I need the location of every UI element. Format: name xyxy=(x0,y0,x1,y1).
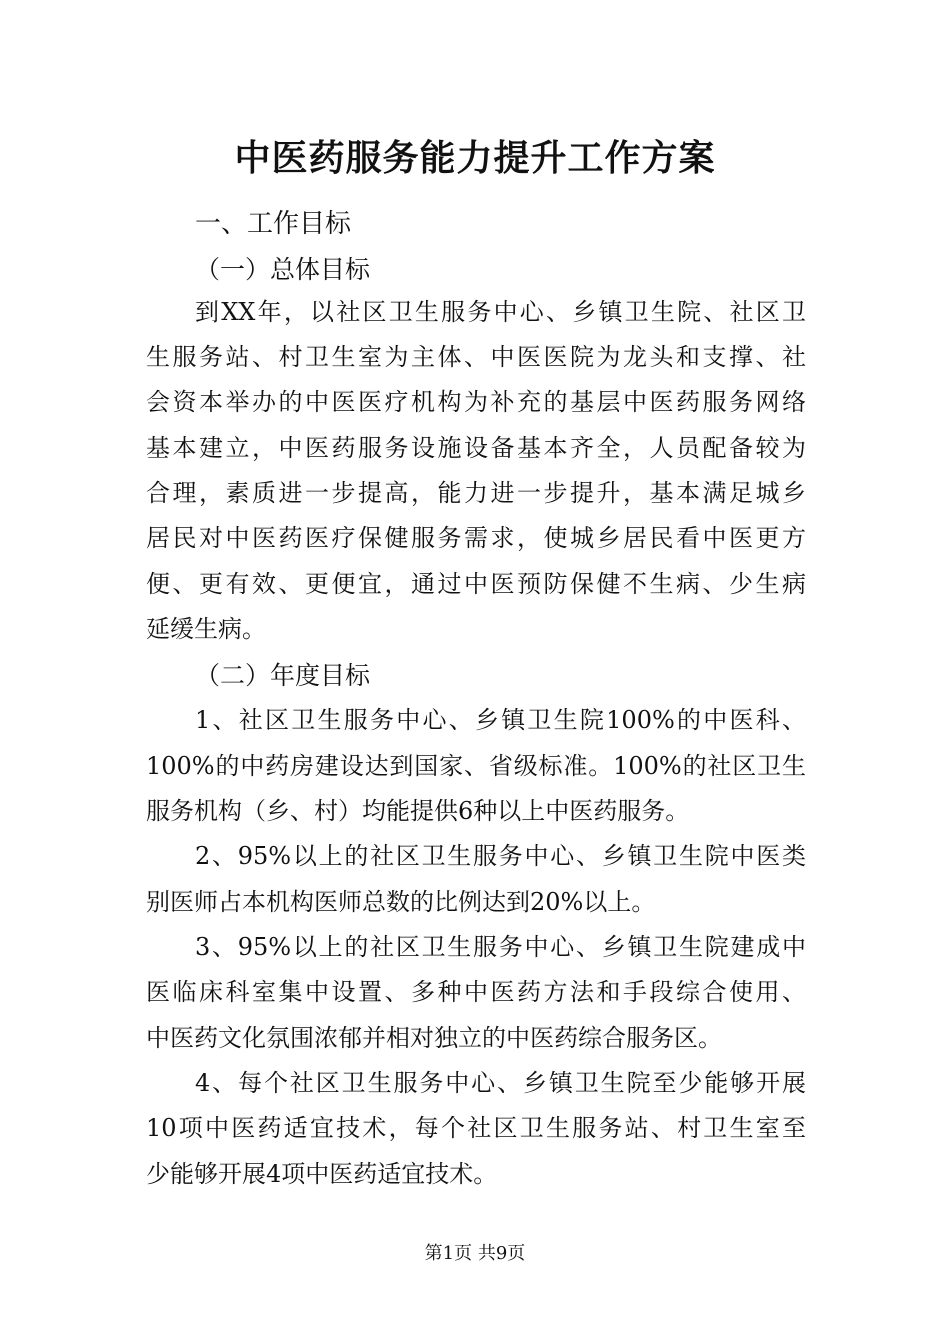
paragraph-line: 延缓生病。 xyxy=(146,615,266,643)
paragraph-line: 2、95%以上的社区卫生服务中心、乡镇卫生院中医类 xyxy=(195,842,806,870)
paragraph-line: 少能够开展4项中医药适宜技术。 xyxy=(146,1160,498,1188)
paragraph-line: 到XX年，以社区卫生服务中心、乡镇卫生院、社区卫 xyxy=(195,298,806,326)
subsection-heading-annual-goals: （二）年度目标 xyxy=(195,661,371,690)
section-heading-work-goals: 一、工作目标 xyxy=(195,209,352,239)
paragraph-line: 会资本举办的中医医疗机构为补充的基层中医药服务网络 xyxy=(146,388,806,416)
subsection-heading-overall-goals: （一）总体目标 xyxy=(195,255,371,284)
paragraph-line: 1、社区卫生服务中心、乡镇卫生院100%的中医科、 xyxy=(195,706,806,734)
page-number-footer: 第1页 共9页 xyxy=(424,1243,526,1264)
paragraph-line: 医临床科室集中设置、多种中医药方法和手段综合使用、 xyxy=(146,978,806,1006)
paragraph-line: 4、每个社区卫生服务中心、乡镇卫生院至少能够开展 xyxy=(195,1069,806,1097)
paragraph-line: 合理，素质进一步提高，能力进一步提升，基本满足城乡 xyxy=(146,479,806,507)
paragraph-line: 居民对中医药医疗保健服务需求，使城乡居民看中医更方 xyxy=(146,524,806,552)
paragraph-line: 中医药文化氛围浓郁并相对独立的中医药综合服务区。 xyxy=(146,1024,722,1052)
paragraph-line: 3、95%以上的社区卫生服务中心、乡镇卫生院建成中 xyxy=(195,933,806,961)
paragraph-line: 服务机构（乡、村）均能提供6种以上中医药服务。 xyxy=(146,797,690,825)
paragraph-line: 10项中医药适宜技术，每个社区卫生服务站、村卫生室至 xyxy=(146,1114,806,1142)
document-title: 中医药服务能力提升工作方案 xyxy=(234,137,716,179)
paragraph-line: 别医师占本机构医师总数的比例达到20%以上。 xyxy=(146,888,656,916)
paragraph-line: 便、更有效、更便宜，通过中医预防保健不生病、少生病 xyxy=(146,570,806,598)
paragraph-line: 生服务站、村卫生室为主体、中医医院为龙头和支撑、社 xyxy=(146,343,806,371)
paragraph-line: 基本建立，中医药服务设施设备基本齐全，人员配备较为 xyxy=(146,434,806,462)
paragraph-line: 100%的中药房建设达到国家、省级标准。100%的社区卫生 xyxy=(146,752,806,780)
